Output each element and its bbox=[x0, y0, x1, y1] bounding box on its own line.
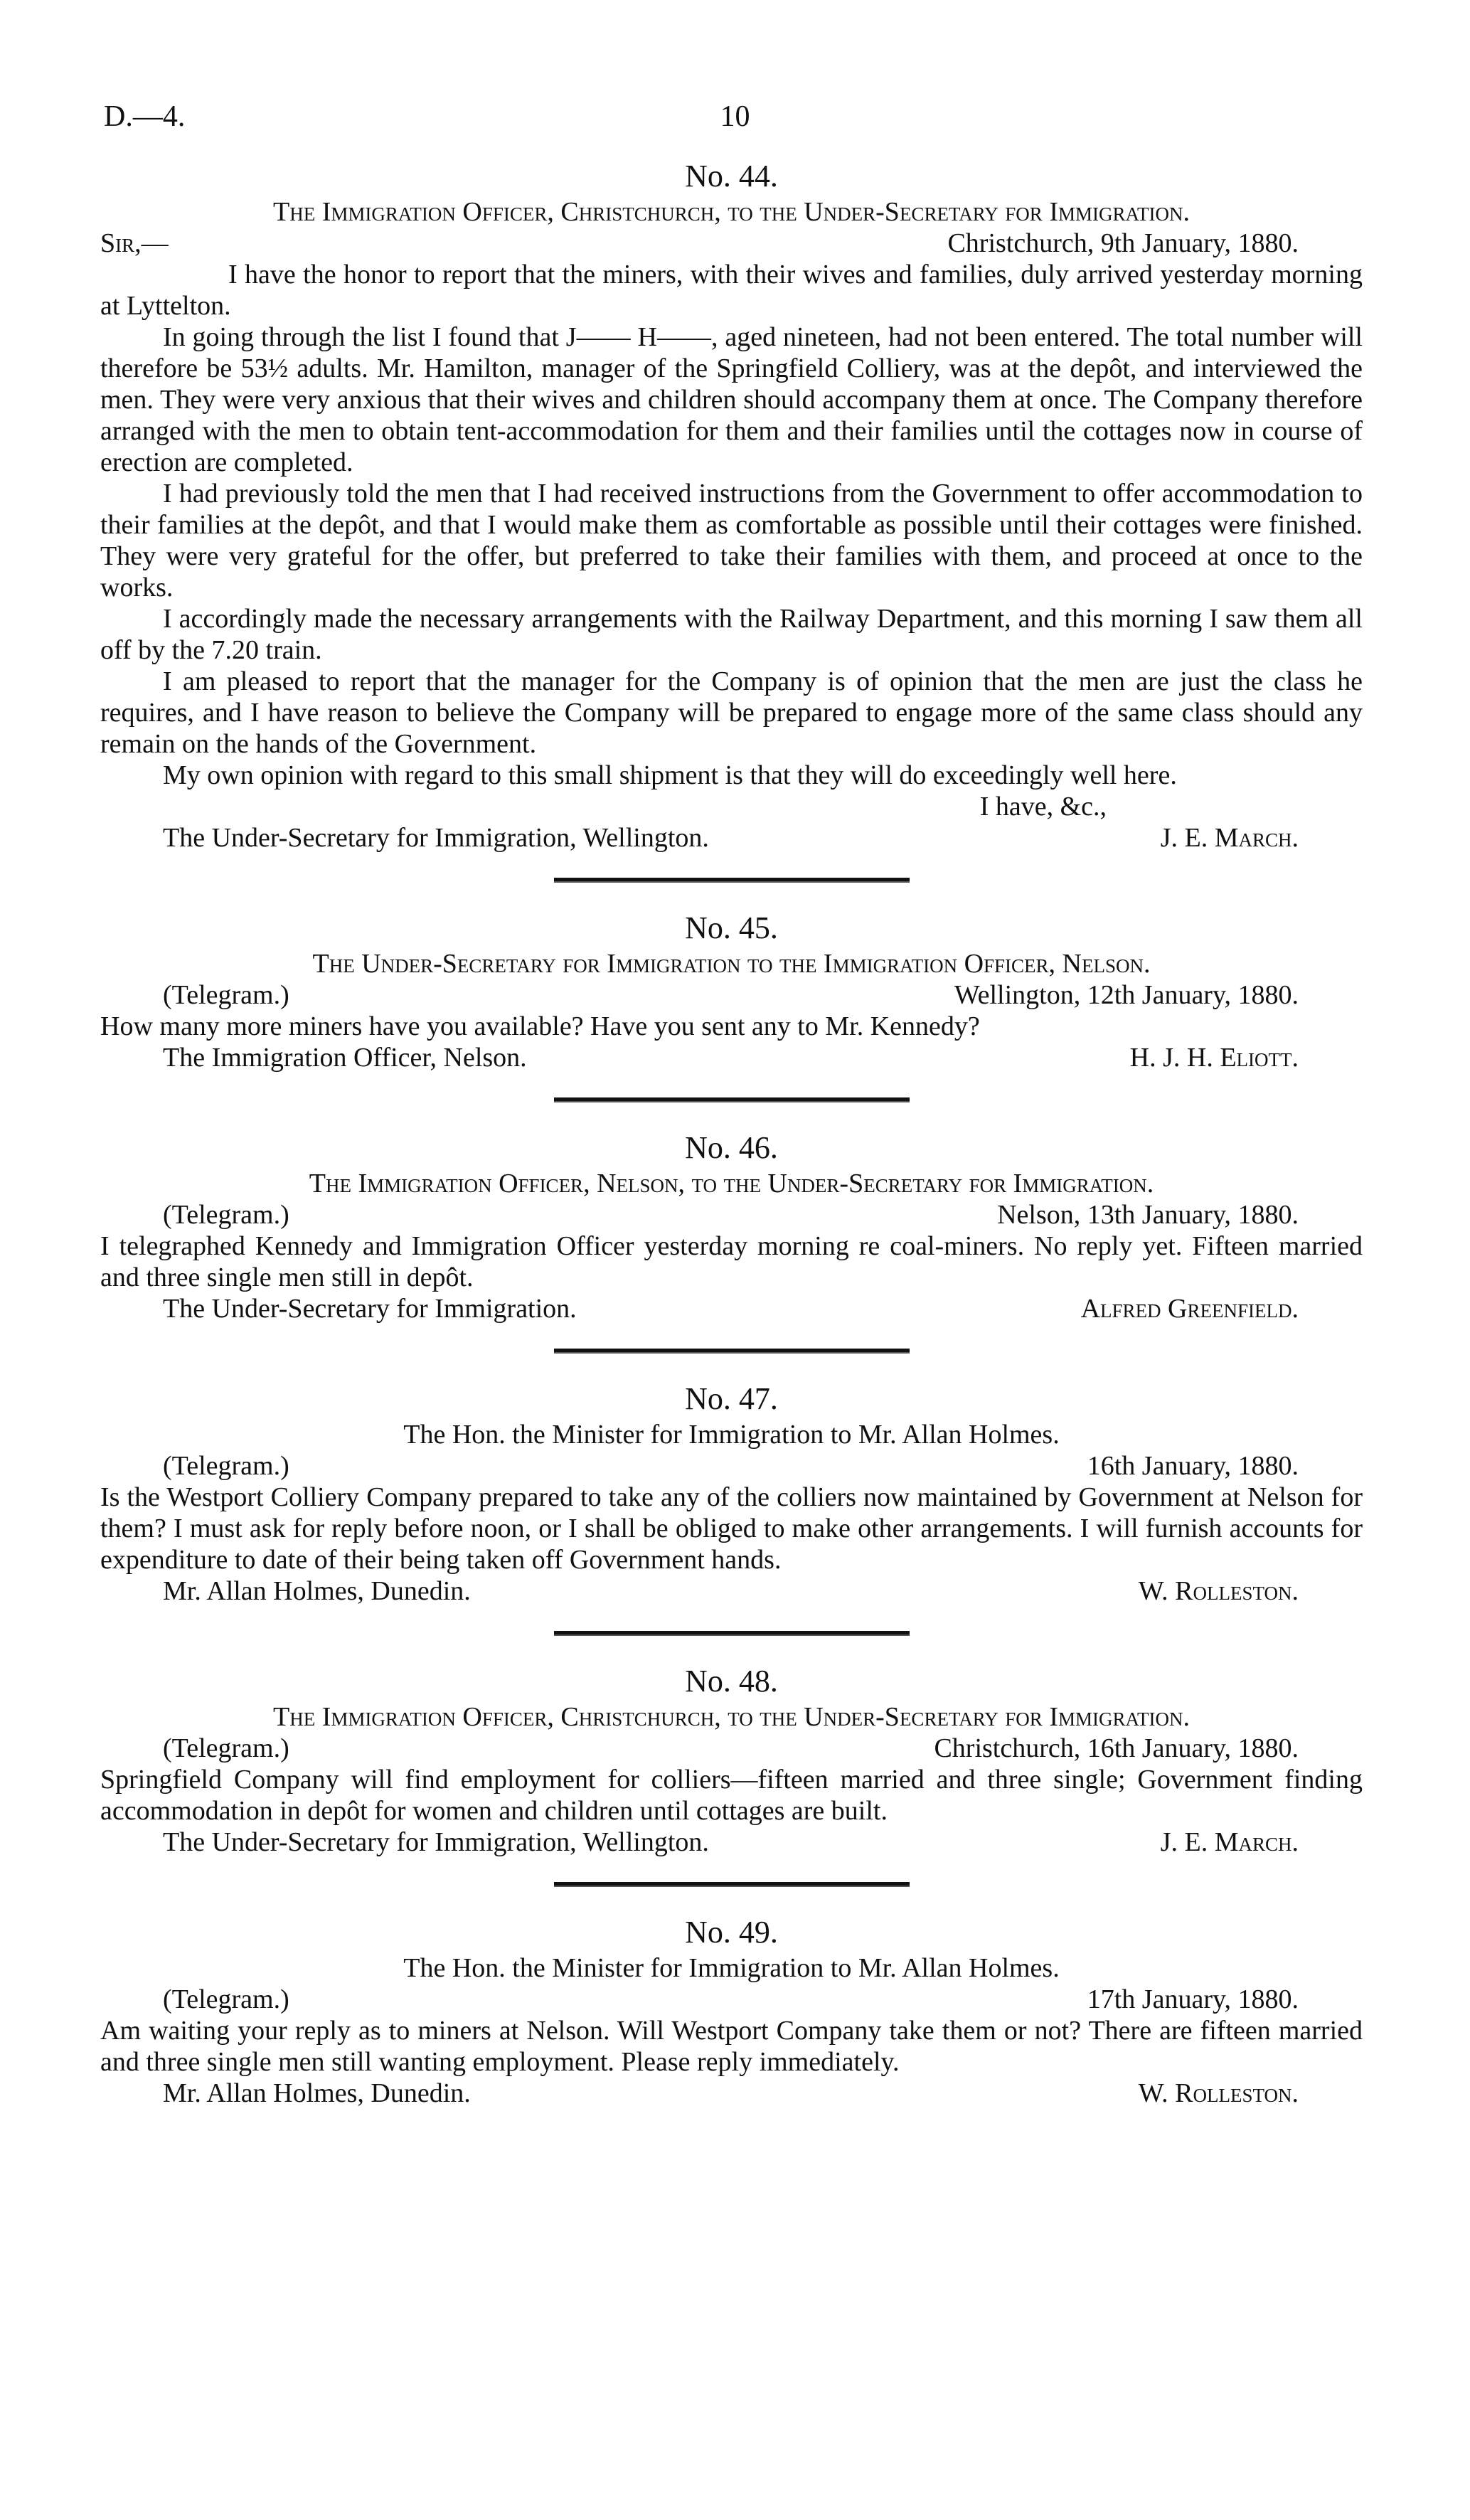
paragraph: I am pleased to report that the manager for the Company is of opinion that the men are just the class he requires, and I have reason to believe the Company will be prepared to engage more of the same class should any remain on the hands of the Government. bbox=[100, 666, 1363, 759]
telegram-body: Am waiting your reply as to miners at Nelson. Will Westport Company take them or not? There are fifteen married and three single men still wanting employment. Please reply immediately. bbox=[100, 2016, 1363, 2077]
section-divider bbox=[554, 1097, 910, 1102]
place-date: Christchurch, 16th January, 1880. bbox=[934, 1733, 1299, 1763]
salutation: (Telegram.) bbox=[163, 1984, 289, 2014]
section-divider bbox=[554, 1349, 910, 1354]
place-date: 16th January, 1880. bbox=[1087, 1451, 1299, 1481]
signature: J. E. March. bbox=[1160, 1827, 1299, 1857]
signature: Alfred Greenfield. bbox=[1080, 1294, 1299, 1324]
section-number: No. 48. bbox=[685, 1664, 778, 1698]
salutation: (Telegram.) bbox=[163, 1451, 289, 1481]
signature: W. Rolleston. bbox=[1138, 1576, 1299, 1606]
salutation-row bbox=[100, 228, 1363, 259]
closing: I have, &c., bbox=[979, 792, 1107, 822]
telegram-body: Springfield Company will find employment for colliers—fifteen married and three single; Government finding accommodation in depôt for women and children until cottages are built. bbox=[100, 1765, 1363, 1826]
recipient-row bbox=[100, 1293, 1363, 1324]
letter-47 bbox=[100, 1379, 1363, 1607]
salutation-row bbox=[100, 1199, 1363, 1230]
salutation: (Telegram.) bbox=[163, 1733, 289, 1763]
recipient: Mr. Allan Holmes, Dunedin. bbox=[163, 2078, 471, 2108]
section-address: The Immigration Officer, Christchurch, to the Under-Secretary for Immigration. bbox=[273, 197, 1190, 227]
paragraph: I have the honor to report that the miners, with their wives and families, duly arrived yesterday morning at Lyttelton. bbox=[100, 260, 1363, 321]
letter-45 bbox=[100, 908, 1363, 1073]
letter-44 bbox=[100, 156, 1363, 854]
section-number: No. 45. bbox=[685, 910, 778, 945]
section-divider bbox=[554, 1882, 910, 1887]
salutation-row bbox=[100, 979, 1363, 1011]
salutation: (Telegram.) bbox=[163, 980, 289, 1010]
letter-48 bbox=[100, 1662, 1363, 1858]
paragraph: In going through the list I found that J—— H——, aged nineteen, had not been entered. The total number will therefore be 53½ adults. Mr. Hamilton, manager of the Springfield Colliery, was at the depôt, and interviewed the men. They were very anxious that their wives and children should accompany them at once. The Company therefore arranged with the men to obtain tent-accommodation for them and their families until the cottages now in course of erection are completed. bbox=[100, 322, 1363, 477]
place-date: Christchurch, 9th January, 1880. bbox=[947, 228, 1299, 258]
recipient: The Immigration Officer, Nelson. bbox=[163, 1043, 527, 1073]
document-reference: D.—4. bbox=[104, 100, 186, 133]
signature: W. Rolleston. bbox=[1138, 2078, 1299, 2108]
section-address: The Hon. the Minister for Immigration to Mr. Allan Holmes. bbox=[403, 1953, 1060, 1983]
place-date: Nelson, 13th January, 1880. bbox=[997, 1200, 1299, 1230]
recipient-row bbox=[100, 1575, 1363, 1607]
recipient: The Under-Secretary for Immigration, Wellington. bbox=[163, 1827, 709, 1857]
letter-46 bbox=[100, 1128, 1363, 1324]
section-number: No. 47. bbox=[685, 1381, 778, 1416]
section-address: The Immigration Officer, Nelson, to the Under-Secretary for Immigration. bbox=[309, 1169, 1154, 1198]
place-date: 17th January, 1880. bbox=[1087, 1984, 1299, 2014]
paragraph: My own opinion with regard to this small shipment is that they will do exceedingly well here. bbox=[163, 760, 1177, 790]
place-date: Wellington, 12th January, 1880. bbox=[954, 980, 1299, 1010]
section-number: No. 49. bbox=[685, 1915, 778, 1950]
signature: H. J. H. Eliott. bbox=[1129, 1043, 1299, 1073]
paragraph: I accordingly made the necessary arrangements with the Railway Department, and this morning I saw them all off by the 7.20 train. bbox=[100, 604, 1363, 665]
section-number: No. 46. bbox=[685, 1130, 778, 1165]
section-divider bbox=[554, 878, 910, 883]
page-content bbox=[100, 152, 1363, 2109]
telegram-body: I telegraphed Kennedy and Immigration Officer yesterday morning re coal-miners. No reply yet. Fifteen married and three single men still in depôt. bbox=[100, 1231, 1363, 1292]
page-number: 10 bbox=[720, 100, 750, 133]
recipient: The Under-Secretary for Immigration, Wellington. bbox=[163, 823, 709, 853]
section-number: No. 44. bbox=[685, 159, 778, 193]
recipient: The Under-Secretary for Immigration. bbox=[163, 1294, 577, 1324]
salutation-row bbox=[100, 1984, 1363, 2015]
telegram-body: Is the Westport Colliery Company prepared to take any of the colliers now maintained by Government at Nelson for them? I must ask for reply before noon, or I shall be obliged to make other arrangements. I will furnish accounts for expenditure to date of their being taken off Government hands. bbox=[100, 1482, 1363, 1575]
salutation-row bbox=[100, 1450, 1363, 1482]
telegram-body: How many more miners have you available? Have you sent any to Mr. Kennedy? bbox=[100, 1011, 980, 1041]
recipient: Mr. Allan Holmes, Dunedin. bbox=[163, 1576, 471, 1606]
recipient-row bbox=[100, 1042, 1363, 1073]
salutation-row bbox=[100, 1733, 1363, 1764]
section-address: The Immigration Officer, Christchurch, to the Under-Secretary for Immigration. bbox=[273, 1702, 1190, 1732]
salutation: Sir,— bbox=[100, 228, 169, 258]
salutation: (Telegram.) bbox=[163, 1200, 289, 1230]
recipient-row bbox=[100, 1827, 1363, 1858]
recipient-row bbox=[100, 2078, 1363, 2109]
recipient-row bbox=[100, 822, 1363, 854]
signature: J. E. March. bbox=[1160, 823, 1299, 853]
letter-49 bbox=[100, 1913, 1363, 2109]
paragraph: I had previously told the men that I had received instructions from the Government to offer accommodation to their families at the depôt, and that I would make them as comfortable as possible until their cottages were finished. They were very grateful for the offer, but preferred to take their families with them, and proceed at once to the works. bbox=[100, 479, 1363, 602]
section-divider bbox=[554, 1631, 910, 1636]
section-address: The Under-Secretary for Immigration to the Immigration Officer, Nelson. bbox=[312, 949, 1151, 979]
section-address: The Hon. the Minister for Immigration to Mr. Allan Holmes. bbox=[403, 1420, 1060, 1450]
